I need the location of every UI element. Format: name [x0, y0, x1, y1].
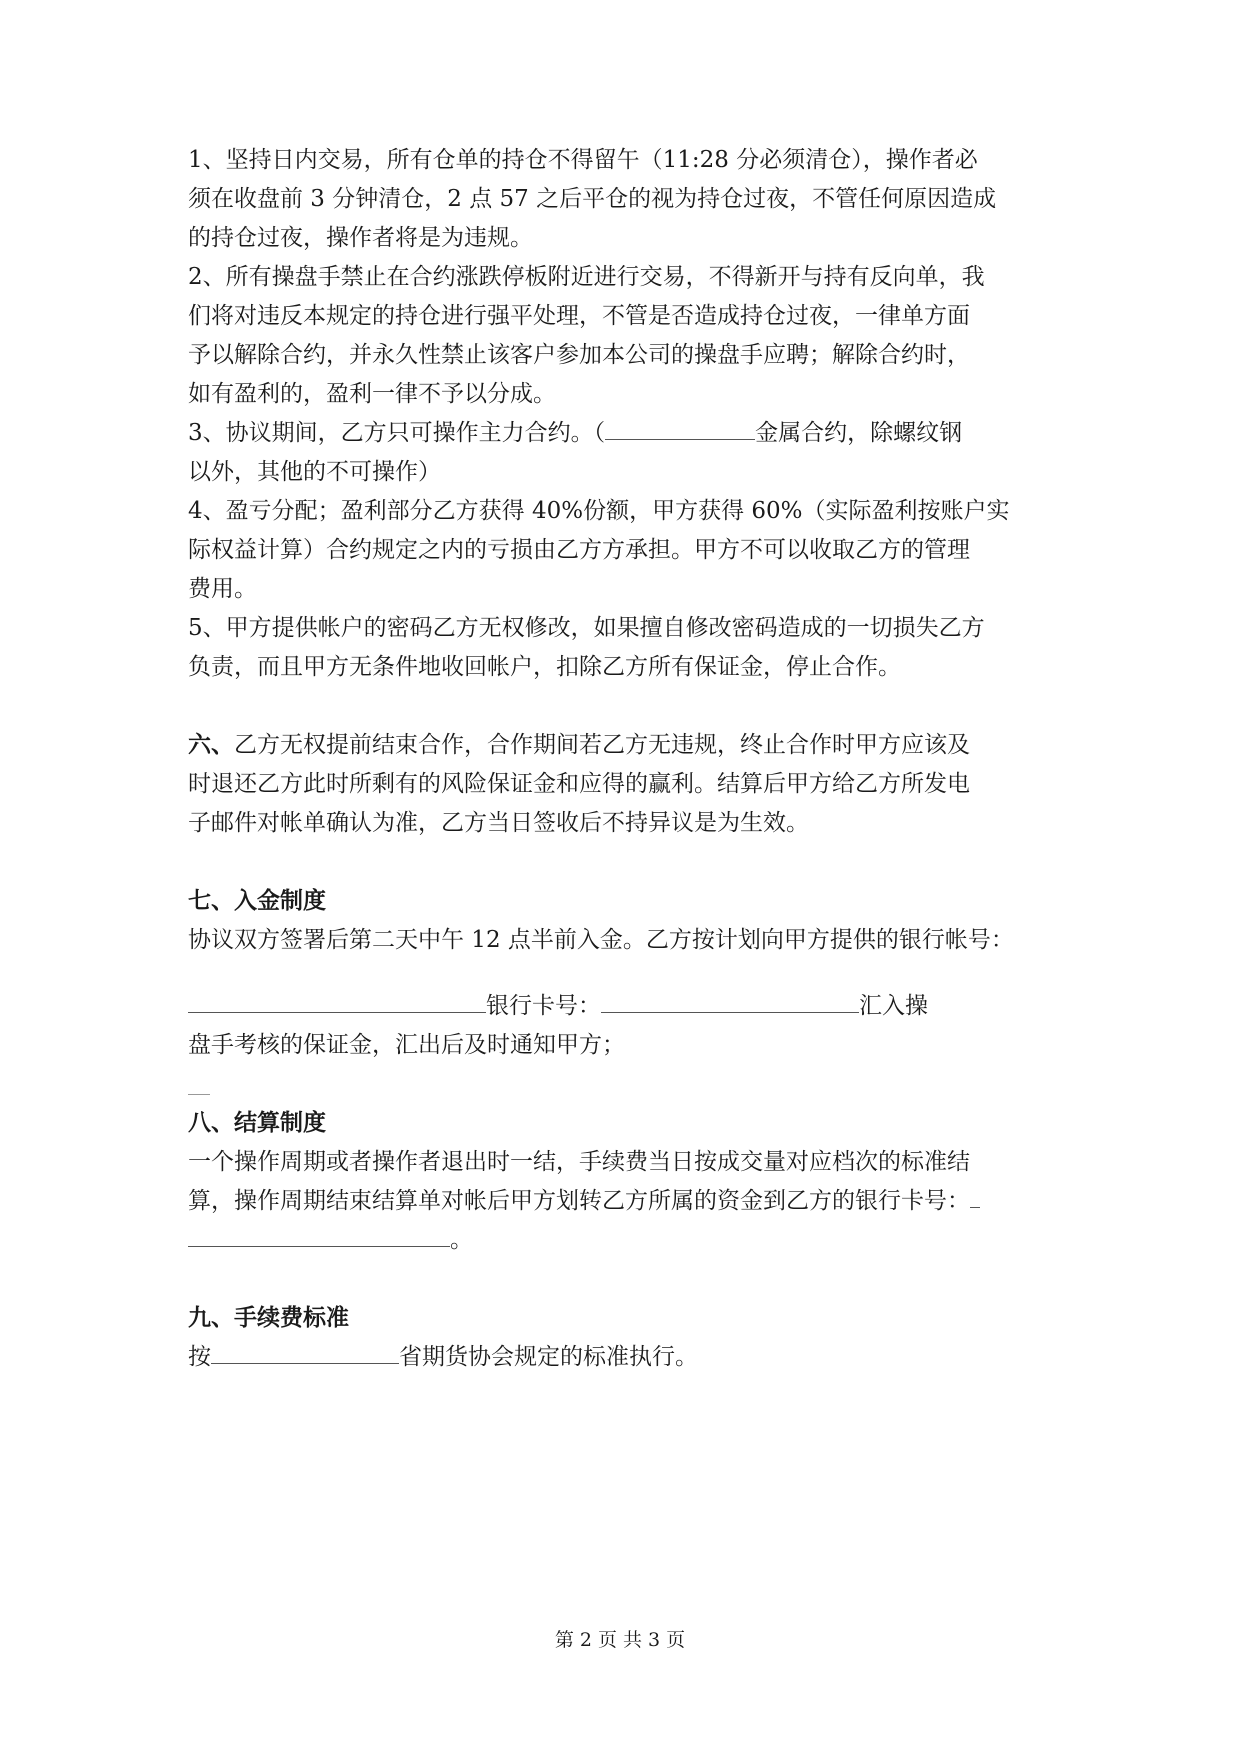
- bank-card-label: 银行卡号：: [486, 993, 601, 1019]
- section-8-period: 。: [450, 1227, 473, 1253]
- clause-2-line-3: 予以解除合约，并永久性禁止该客户参加本公司的操盘手应聘；解除合约时，: [188, 342, 970, 368]
- section-6-text: 乙方无权提前结束合作，合作期间若乙方无违规，终止合作时甲方应该及: [234, 732, 970, 758]
- section-6-line-1: [188, 724, 1068, 766]
- section-8-line-2: [188, 1180, 1068, 1222]
- clause-2-line-4: 如有盈利的，盈利一律不予以分成。: [188, 381, 556, 407]
- clause-2-line-2: 们将对违反本规定的持仓进行强平处理，不管是否造成持仓过夜，一律单方面: [188, 303, 970, 329]
- bank-card-number-blank: [601, 986, 859, 1013]
- section-9-line-1: [188, 1336, 1068, 1378]
- page-number: 第 2 页 共 3 页: [554, 1629, 686, 1651]
- section-7-line-1: 协议双方签署后第二天中午 12 点半前入金。乙方按计划向甲方提供的银行帐号：: [188, 927, 1014, 953]
- clause-1-line-2: 须在收盘前 3 分钟清仓，2 点 57 之后平仓的视为持仓过夜，不管任何原因造成: [188, 186, 997, 212]
- blank-dash: [188, 1094, 210, 1095]
- clause-4-line-3: 费用。: [188, 576, 257, 602]
- metal-contract-blank: [605, 413, 755, 440]
- section-7-text-after: 汇入操: [859, 993, 928, 1019]
- account-name-blank: [188, 986, 486, 1013]
- section-6-line-3: 子邮件对帐单确认为准，乙方当日签收后不持异议是为生效。: [188, 810, 809, 836]
- section-6-line-2: 时退还乙方此时所剩有的风险保证金和应得的赢利。结算后甲方给乙方所发电: [188, 771, 970, 797]
- section-9-title: 九、手续费标准: [188, 1304, 349, 1331]
- clause-1-line-1: 1、坚持日内交易，所有仓单的持仓不得留午（11:28 分必须清仓），操作者必: [188, 147, 978, 173]
- section-9-text-after: 省期货协会规定的标准执行。: [399, 1344, 698, 1370]
- clause-3-line-1: [188, 412, 1068, 454]
- clause-2-line-1: 2、所有操盘手禁止在合约涨跌停板附近进行交易，不得新开与持有反向单，我: [188, 264, 985, 290]
- bank-card-blank-start: [970, 1181, 980, 1208]
- settlement-bank-card-blank: [188, 1220, 450, 1247]
- section-7-line-3: 盘手考核的保证金，汇出后及时通知甲方；: [188, 1032, 625, 1058]
- section-6-number: 六、: [188, 731, 234, 758]
- section-8-title: 八、结算制度: [188, 1109, 326, 1136]
- clause-3-text-before: 3、协议期间，乙方只可操作主力合约。（: [188, 420, 606, 446]
- clause-4-line-2: 际权益计算）合约规定之内的亏损由乙方方承担。甲方不可以收取乙方的管理: [188, 537, 970, 563]
- clause-5-line-1: 5、甲方提供帐户的密码乙方无权修改，如果擅自修改密码造成的一切损失乙方: [188, 615, 985, 641]
- clause-1-line-3: 的持仓过夜，操作者将是为违规。: [188, 225, 533, 251]
- section-8-line-1: 一个操作周期或者操作者退出时一结，手续费当日按成交量对应档次的标准结: [188, 1149, 970, 1175]
- clause-3-line-2: 以外，其他的不可操作）: [188, 459, 441, 485]
- section-8-line-3: [188, 1219, 1068, 1261]
- clause-5-line-2: 负责，而且甲方无条件地收回帐户，扣除乙方所有保证金，停止合作。: [188, 654, 901, 680]
- section-7-line-2: [188, 985, 1068, 1027]
- clause-4-line-1: 4、盈亏分配；盈利部分乙方获得 40%份额，甲方获得 60%（实际盈利按账户实: [188, 498, 1010, 524]
- province-blank: [211, 1337, 399, 1364]
- section-7-title: 七、入金制度: [188, 887, 326, 914]
- clause-3-text-after: 金属合约，除螺纹钢: [755, 420, 963, 446]
- section-9-text-before: 按: [188, 1344, 211, 1370]
- section-8-text: 算，操作周期结束结算单对帐后甲方划转乙方所属的资金到乙方的银行卡号：: [188, 1188, 970, 1214]
